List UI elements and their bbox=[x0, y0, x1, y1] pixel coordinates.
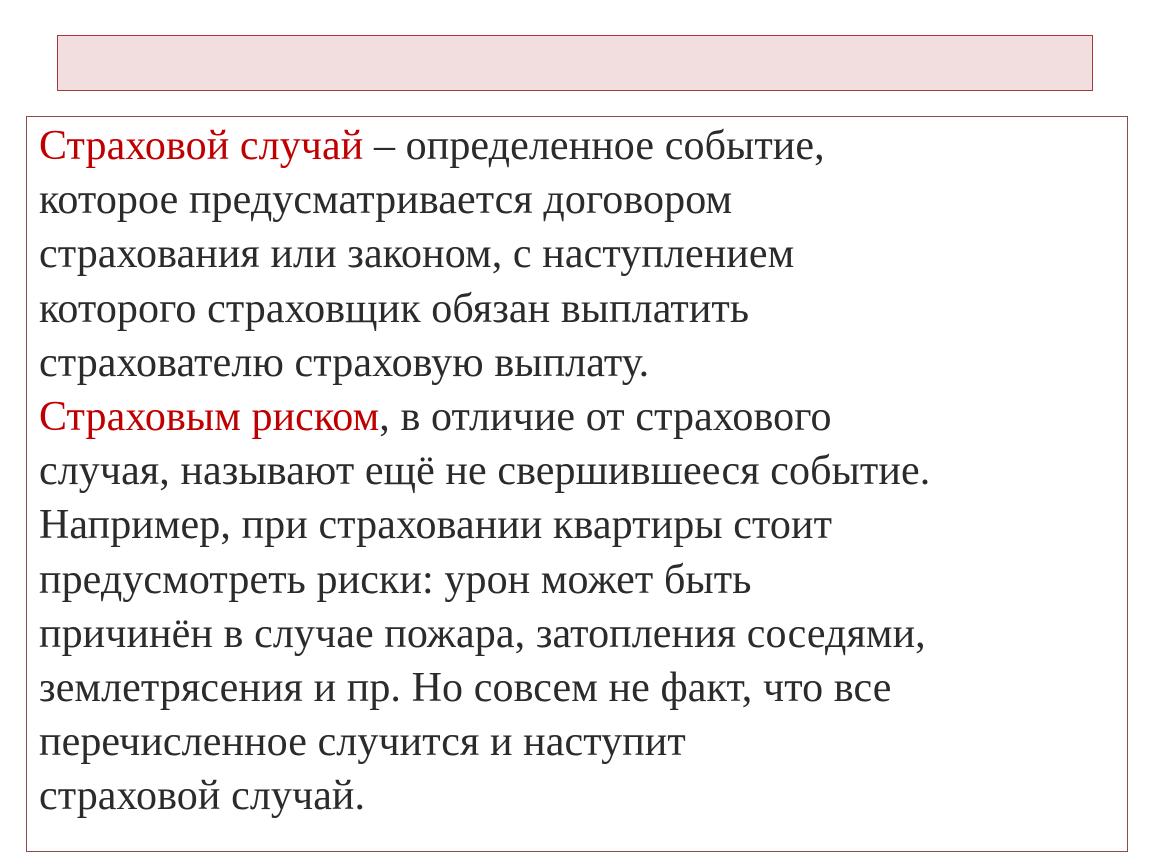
definition-text bbox=[39, 119, 1124, 824]
paragraph-2-line-1 bbox=[39, 390, 1124, 444]
paragraph-2-line-6: землетрясения и пр. Но совсем не факт, что все bbox=[39, 665, 892, 712]
paragraph-2-line-2: случая, называют ещё не свершившееся событие. bbox=[39, 448, 931, 495]
paragraph-2-line-7: перечисленное случится и наступит bbox=[39, 719, 686, 766]
slide-title-bar bbox=[57, 35, 1093, 91]
paragraph-1-line-1 bbox=[39, 119, 1124, 173]
paragraph-2-line-1-rest: , в отличие от страхового bbox=[379, 394, 832, 441]
term-insured-event: Страховой случай bbox=[39, 123, 364, 169]
paragraph-1-line-5: страхователю страховую выплату. bbox=[39, 339, 650, 386]
paragraph-2-line-4: предусмотреть риски: урон может быть bbox=[39, 556, 752, 603]
paragraph-2-line-8: страховой случай. bbox=[39, 773, 366, 820]
term-insurance-risk: Страховым риском bbox=[39, 394, 380, 441]
paragraph-1-line-1-rest: – определенное событие, bbox=[363, 123, 825, 169]
content-box bbox=[26, 116, 1128, 852]
paragraph-1-line-2: которое предусматривается договором bbox=[39, 177, 733, 224]
paragraph-1-line-4: которого страховщик обязан выплатить bbox=[39, 285, 750, 332]
paragraph-2-line-3: Например, при страховании квартиры стоит bbox=[39, 502, 833, 549]
paragraph-2-line-5: причинён в случае пожара, затопления соседями, bbox=[39, 610, 926, 657]
paragraph-1-line-3: страхования или законом, с наступлением bbox=[39, 231, 795, 278]
